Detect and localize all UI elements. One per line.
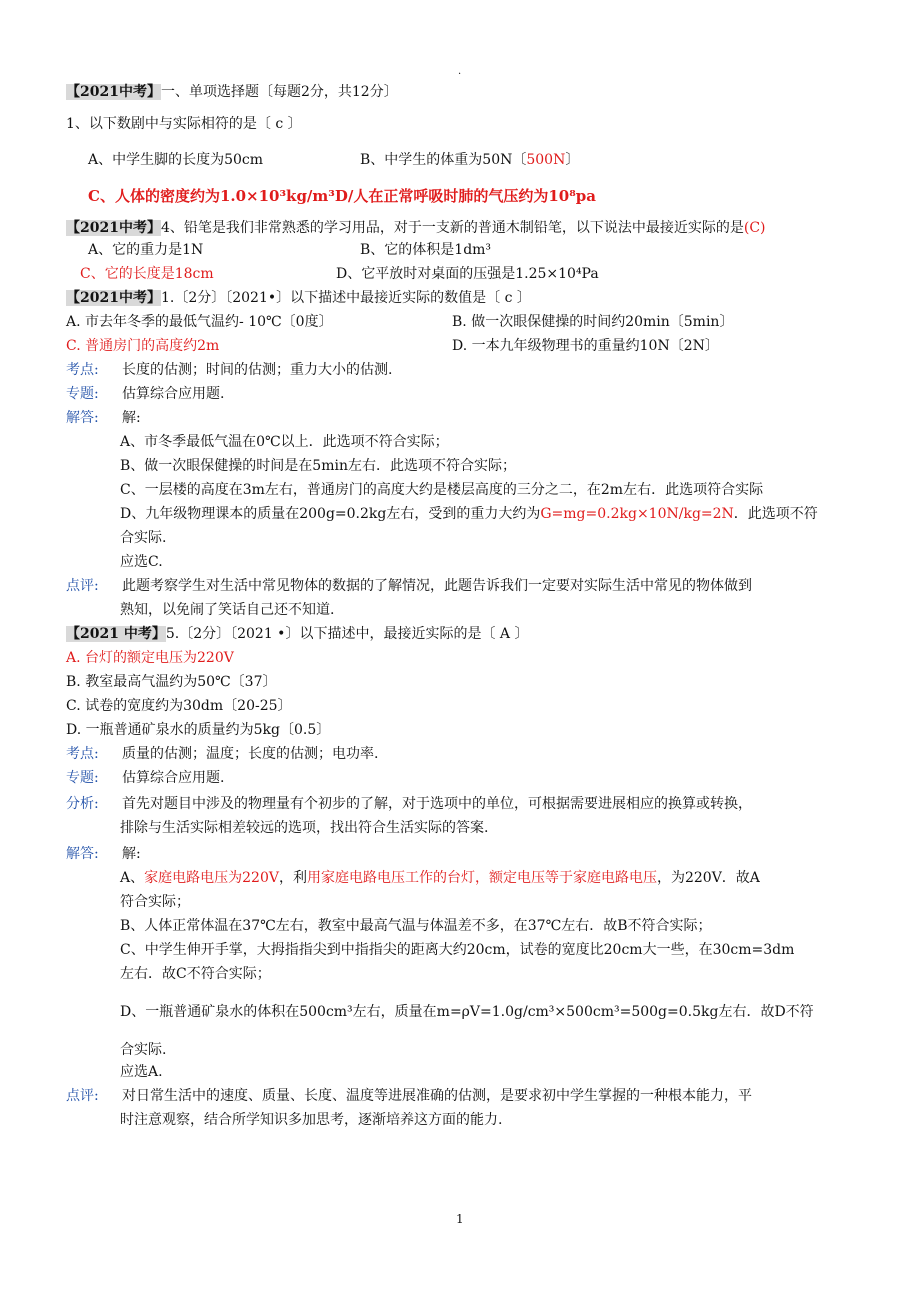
option-b: B、它的体积是1dm³: [360, 242, 492, 258]
exam-tag: 【2021中考】: [66, 84, 161, 100]
answer-line: C、一层楼的高度在3m左右，普通房门的高度大约是楼层高度的三分之二，在2m左右．此选项符合实际: [120, 482, 764, 498]
options-cd: C、人体的密度约为1.0×10³kg/m³D/人在正常呼吸时肺的气压约为10⁸pa: [88, 187, 596, 205]
option-a: A、中学生脚的长度为50cm: [88, 152, 264, 168]
answer-line: 合实际.: [120, 530, 167, 546]
jieda-row: 解答: 解:: [66, 846, 141, 862]
option-b: B. 做一次眼保健操的时间约20min〔5min〕: [452, 314, 734, 330]
answer-line: 符合实际；: [120, 894, 190, 910]
dianping-row: 点评: 对日常生活中的速度、质量、长度、温度等进展准确的估测，是要求初中学生掌握的一种根本能力，平: [66, 1088, 752, 1104]
option-d: D. 一本九年级物理书的重量约10N〔2N〕: [452, 338, 719, 354]
option-b: B、中学生的体重为50N〔500N〕: [360, 152, 580, 168]
answer-line: B、做一次眼保健操的时间是在5min左右．此选项不符合实际；: [120, 458, 516, 474]
answer-line: D、一瓶普通矿泉水的体积在500cm³左右，质量在m=ρV=1.0g/cm³×500cm³=500g=0.5kg左右．故D不符: [120, 1004, 814, 1020]
fenxi-row: 分析: 首先对题目中涉及的物理量有个初步的了解，对于选项中的单位，可根据需要进展相应的换算或转换，: [66, 796, 752, 812]
option-a: A. 市去年冬季的最低气温约- 10℃〔0度〕: [66, 314, 333, 330]
option-c: C. 试卷的宽度约为30dm〔20-25〕: [66, 698, 292, 714]
answer-line: 合实际.: [120, 1042, 167, 1058]
jieda-row: 解答: 解:: [66, 410, 141, 426]
exam-tag: 【2021中考】: [66, 290, 161, 306]
option-a: A. 台灯的额定电压为220V: [66, 650, 234, 666]
question-5: 【2021 中考】5.〔2分〕〔2021 •〕以下描述中，最接近实际的是〔 A 〕: [66, 626, 529, 642]
options-ab: [88, 150, 580, 170]
section-heading: [66, 82, 398, 102]
options-ab: [88, 240, 492, 260]
dianping-row: 点评: 此题考察学生对生活中常见物体的数据的了解情况，此题告诉我们一定要对实际生活中常见的物体做到: [66, 578, 752, 594]
comment-line: 时注意观察，结合所学知识多加思考，逐渐培养这方面的能力.: [120, 1112, 503, 1128]
option-d: D. 一瓶普通矿泉水的质量约为5kg〔0.5〕: [66, 722, 331, 738]
answer-line: 左右．故C不符合实际；: [120, 966, 271, 982]
kaodian-row: 考点: 长度的估测；时间的估测；重力大小的估测.: [66, 362, 393, 378]
heading-text: 一、单项选择题〔每题2分，共12分〕: [160, 84, 398, 100]
answer-choice: 应选A.: [120, 1064, 163, 1080]
option-b: B. 教室最高气温约为50℃〔37〕: [66, 674, 277, 690]
zhuanti-row: 专题: 估算综合应用题.: [66, 386, 225, 402]
zhuanti-row: 专题: 估算综合应用题.: [66, 770, 225, 786]
page-number: 1: [456, 1212, 464, 1226]
options-cd: [66, 336, 719, 356]
option-c: C、它的长度是18cm: [80, 266, 214, 282]
exam-tag: 【2021中考】: [66, 220, 161, 236]
option-d: D、它平放时对桌面的压强是1.25×10⁴Pa: [336, 266, 599, 282]
answer-line: A、家庭电路电压为220V，利用家庭电路电压工作的台灯，额定电压等于家庭电路电压，为220V．故A: [120, 870, 760, 886]
answer-line: A、市冬季最低气温在0℃以上．此选项不符合实际；: [120, 434, 449, 450]
answer-line: B、人体正常体温在37℃左右，教室中最高气温与体温差不多，在37℃左右．故B不符合实际；: [120, 918, 712, 934]
answer-line: D、九年级物理课本的质量在200g=0.2kg左右，受到的重力大约为G=mg=0.2kg×10N/kg=2N．此选项不符: [120, 506, 818, 522]
answer: (C): [743, 220, 766, 236]
answer-line: C、中学生伸开手掌，大拇指指尖到中指指尖的距离大约20cm，试卷的宽度比20cm大一些，在30cm=3dm: [120, 942, 795, 958]
analysis-line: 排除与生活实际相差较远的选项，找出符合生活实际的答案.: [120, 820, 489, 836]
options-cd: [80, 264, 599, 284]
exam-tag: 【2021 中考】: [66, 626, 166, 642]
options-ab: [66, 312, 734, 332]
comment-line: 熟知，以免闹了笑话自己还不知道.: [120, 602, 335, 618]
kaodian-row: 考点: 质量的估测；温度；长度的估测；电功率.: [66, 746, 379, 762]
question-1: 1、以下数剧中与实际相符的是〔 c 〕: [66, 116, 302, 132]
header-dot: .: [458, 66, 462, 77]
option-a: A、它的重力是1N: [88, 242, 204, 258]
option-c: C. 普通房门的高度约2m: [66, 338, 220, 354]
question-1b: 【2021中考】1.〔2分〕〔2021•〕以下描述中最接近实际的数值是〔 c 〕: [66, 290, 531, 306]
question-4: 【2021中考】4、铅笔是我们非常熟悉的学习用品，对于一支新的普通木制铅笔，以下说法中最接近实际的是(C): [66, 220, 766, 236]
answer-choice: 应选C.: [120, 554, 163, 570]
